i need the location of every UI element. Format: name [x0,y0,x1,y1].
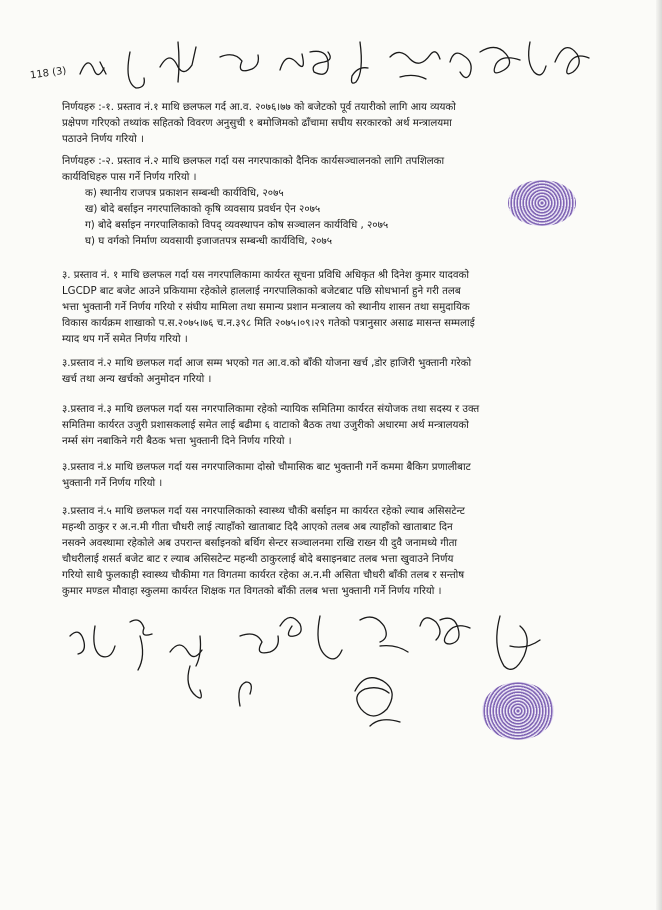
text-line: पठाउने निर्णय गरियो । [62,134,144,145]
text-line: नसक्ने अवस्थामा रहेकोले अब उपरान्त बर्साइनको बर्थिग सेन्टर सञ्चालनमा राखि राख्न यी दुवै जनामध्ये गीता [62,538,458,549]
text-line: ३.प्रस्ताव नं.४ माथि छलफल गर्दा यस नगरपालिकामा दोस्रो चौमासिक बाट भुक्तानी गर्ने कममा बैकिग प्रणालीबाट [62,462,471,473]
text-line: भुक्तानी गर्ने निर्णय गरियो । [62,478,163,489]
decision-1 [62,100,610,148]
list-item: ख) बोदे बर्साइन नगरपालिकाको कृषि व्यवसाय प्रवर्धन ऐन २०७५ [85,204,321,215]
text-line: कार्यविधिहरु पास गर्ने निर्णय गरियो । [62,172,197,183]
text-line: निर्णयहरु :-२. प्रस्ताव नं.२ माथि छलफल गर्दा यस नगरपाकाको दैनिक कार्यसञ्चालनको लागि तपशिलका [62,156,445,167]
text-line: नर्म्स संग नबाकिने गरी बैठक भत्ता भुक्तानी दिने निर्णय गरियो । [62,436,292,447]
text-line: खर्च तथा अन्य खर्चको अनुमोदन गरियो । [62,374,212,385]
text-line: ३.प्रस्ताव नं.५ माथि छलफल गर्दा यस नगरपालिकाको स्वास्थ्य चौकी बर्साइन मा कार्यरत रहेको ल्याब असिसटेन्ट [62,506,465,517]
thumbprint-top [508,180,576,226]
text-line: विकास कार्यक्रम शाखाको प.स.२०७५।७६ च.न.३९८ मिति २०७५।०९।२९ गतेको पत्रानुसार असाढ मासन्त सम्मलाई [62,318,475,329]
text-line: प्रक्षेपण गरिएको तथ्यांक सहितको विवरण अनुसुची १ बमोजिमको ढाँचामा सघीय सरकारको अर्थ मन्त्रालयमा [62,118,452,129]
decision-4 [62,356,610,388]
text-line: भत्ता भुक्तानी गर्ने निर्णय गरियो र संघीय मामिला तथा समान्य प्रशान मन्त्रालय को स्थानीय शासन तथा समुदायिक [62,302,470,313]
thumbprint-bottom [482,682,554,740]
decision-3 [62,268,610,348]
text-line: कुमार मण्डल मौवाहा स्कुलमा कार्यरत शिक्षक गत विगतको बाँकी तलब भत्ता भुक्तानी गर्ने निर्णय गरियो । [62,586,442,597]
list-item: घ) घ वर्गको निर्माण व्यवसायी इजाजतपत्र सम्बन्धी कार्यविधि, २०७५ [85,236,333,247]
list-item: क) स्थानीय राजपत्र प्रकाशन सम्बन्धी कार्यविधि, २०७५ [85,188,284,199]
list-item: ग) बोदे बर्साइन नगरपालिकाको विपद् व्यवस्थापन कोष सञ्चालन कार्यविधि , २०७५ [85,220,389,231]
margin-note: 118 (3) [29,65,68,82]
decision-5 [62,402,610,450]
decision-7 [62,504,610,600]
text-line: म्याद थप गर्ने समेत निर्णय गरियो । [62,334,188,345]
text-line: महन्थी ठाकुर र अ.न.मी गीता चौधरी लाई त्याहाँको खाताबाट दिदै आएको तलब अब त्याहाँको खाताबाट दिन [62,522,453,533]
text-line: ३.प्रस्ताव नं.३ माथि छलफल गर्दा यस नगरपालिकामा रहेको न्यायिक समितिमा कार्यरत संयोजक तथा सदस्य र उक्त [62,404,480,415]
procedures-list [85,186,555,250]
decision-6 [62,460,610,492]
signatures-top [60,22,600,102]
text-line: ३. प्रस्ताव नं. १ माथि छलफल गर्दा यस नगरपालिकामा कार्यरत सूचना प्रविधि अधिकृत श्री दिनेश कुमार यादवको [62,270,469,281]
text-line: समितिमा कार्यरत उजुरी प्रशासकलाई समेत लाई बढीमा ६ वाटाको बैठक तथा उजुरीको अधारमा अर्थ मन्त्रालयको [62,420,469,431]
text-line: निर्णयहरु :-१. प्रस्ताव नं.१ माथि छलफल गर्द आ.व. २०७६।७७ को बजेटको पूर्व तयारीको लागि आय व्ययको [62,102,456,113]
text-line: गरियो साथै फुलकाही स्वास्थ्य चौकीमा गत विगतमा कार्यरत रहेका अ.न.मी असिता चौधरी बाँकी तलब र सन्तोष [62,570,465,581]
text-line: चौधरीलाई शसर्त बजेट बाट र ल्याब असिसटेन्ट महन्थी ठाकुरलाई बोदे बसाइनबाट तलब भत्ता खुवाउने निर्णय [62,554,454,565]
text-line: LGCDP बाट बजेट आउने प्रकियामा रहेकोले हाललाई नगरपालिकाको बजेटबाट पछि सोधभार्ना हुने गरी तलब [62,286,461,297]
page-edge-shadow [656,0,662,910]
text-line: ३.प्रस्ताव नं.२ माथि छलफल गर्दा आज सम्म भएको गत आ.व.को बाँकी योजना खर्च ,डोर हाजिरी भुक्तानी गरेको [62,358,472,369]
